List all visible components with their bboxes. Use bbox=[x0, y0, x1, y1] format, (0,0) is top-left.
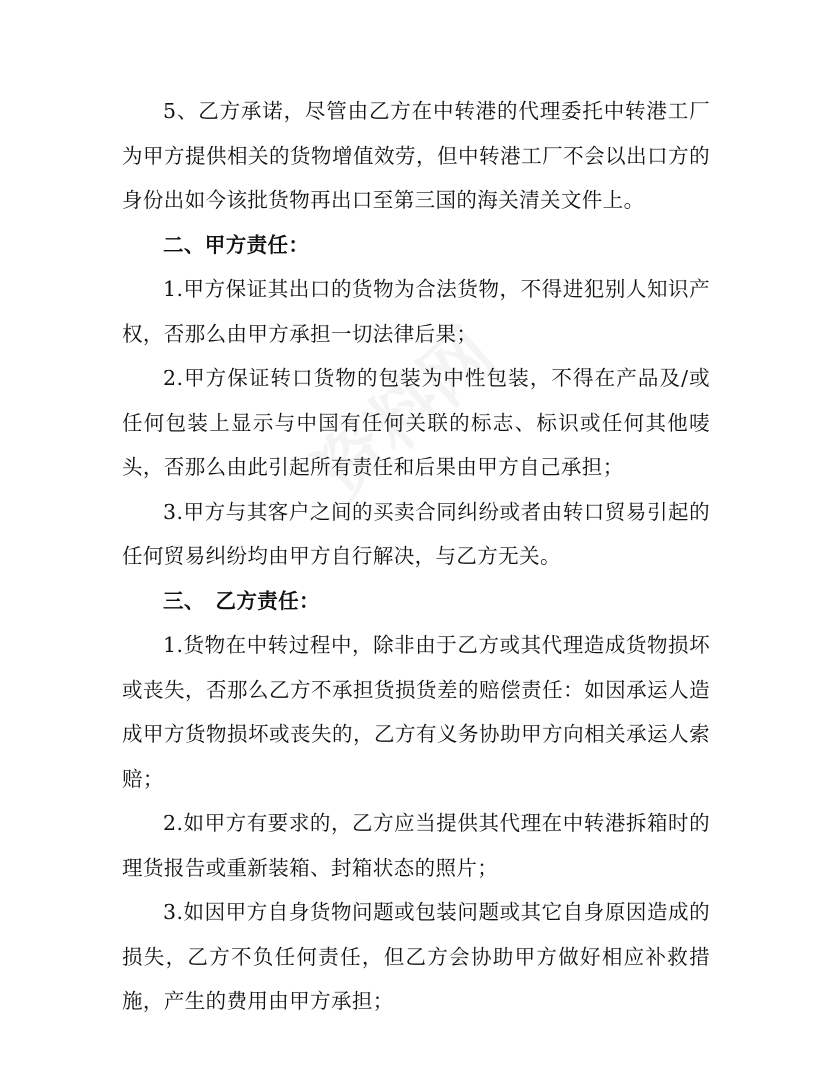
party-a-clause-3: 3.甲方与其客户之间的买卖合同纠纷或者由转口贸易引起的任何贸易纠纷均由甲方自行解决，与乙方无关。 bbox=[122, 499, 710, 568]
party-b-clause-3: 3.如因甲方自身货物问题或包装问题或其它自身原因造成的损失，乙方不负任何责任，但乙方会协助甲方做好相应补救措施，产生的费用由甲方承担； bbox=[122, 900, 710, 1013]
party-a-clause-1: 1.甲方保证其出口的货物为合法货物，不得进犯别人知识产权，否那么由甲方承担一切法律后果； bbox=[122, 277, 710, 346]
section-heading-party-b: 三、 乙方责任： bbox=[163, 588, 320, 613]
clause-5-paragraph: 5、乙方承诺，尽管由乙方在中转港的代理委托中转港工厂为甲方提供相关的货物增值效劳，但中转港工厂不会以出口方的身份出如今该批货物再出口至第三国的海关清关文件上。 bbox=[122, 99, 710, 212]
party-a-clause-2: 2.甲方保证转口货物的包装为中性包装，不得在产品及/或任何包装上显示与中国有任何关联的标志、标识或任何其他唛头，否那么由此引起所有责任和后果由甲方自己承担； bbox=[122, 366, 710, 479]
document-body bbox=[122, 89, 710, 1024]
party-b-clause-1: 1.货物在中转过程中，除非由于乙方或其代理造成货物损坏或丧失，否那么乙方不承担货损货差的赔偿责任：如因承运人造成甲方货物损坏或丧失的，乙方有义务协助甲方向相关承运人索赔； bbox=[122, 633, 710, 791]
party-b-clause-2: 2.如甲方有要求的，乙方应当提供其代理在中转港拆箱时的理货报告或重新装箱、封箱状态的照片； bbox=[122, 811, 710, 880]
section-heading-party-a: 二、甲方责任： bbox=[163, 232, 310, 257]
